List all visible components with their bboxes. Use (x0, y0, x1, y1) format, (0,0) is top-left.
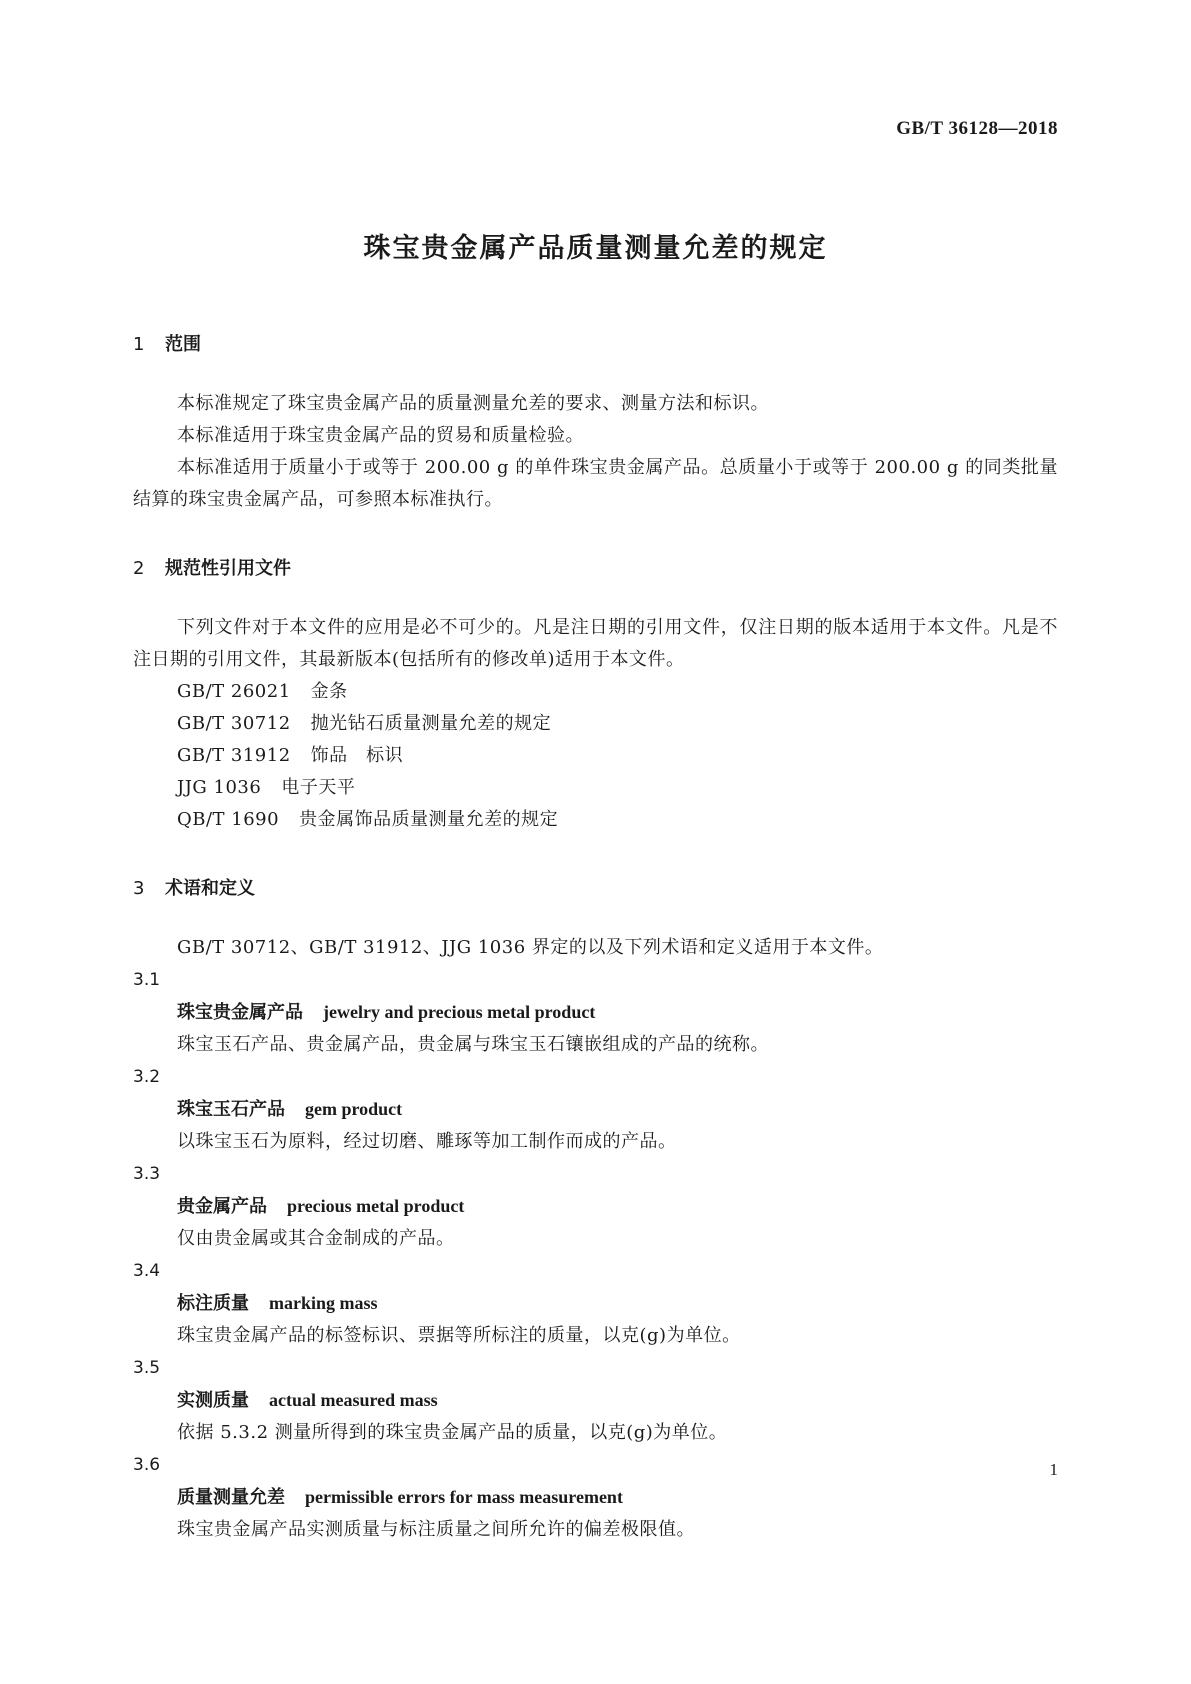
reference-name: 电子天平 (281, 777, 356, 798)
reference-item (177, 740, 1058, 772)
term-name-zh: 珠宝贵金属产品 (177, 1002, 303, 1023)
term-name (177, 1093, 1058, 1126)
section-number: 2 (133, 558, 145, 579)
term-definition: 珠宝玉石产品、贵金属产品，贵金属与珠宝玉石镶嵌组成的产品的统称。 (177, 1034, 769, 1055)
term-definition: 以珠宝玉石为原料，经过切磨、雕琢等加工制作而成的产品。 (177, 1131, 677, 1152)
term-name-zh: 质量测量允差 (177, 1487, 285, 1508)
term-definition: 依据 5.3.2 测量所得到的珠宝贵金属产品的质量，以克(g)为单位。 (177, 1422, 728, 1443)
paragraph: GB/T 30712、GB/T 31912、JJG 1036 界定的以及下列术语和定义适用于本文件。 (177, 937, 884, 958)
section-1-heading (133, 330, 1058, 354)
reference-code: JJG 1036 (177, 777, 262, 798)
term-entry (133, 1352, 1058, 1449)
term-definition: 仅由贵金属或其合金制成的产品。 (177, 1228, 455, 1249)
paragraph: 本标准规定了珠宝贵金属产品的质量测量允差的要求、测量方法和标识。 (177, 393, 769, 414)
term-entry (133, 964, 1058, 1061)
reference-item (177, 708, 1058, 740)
document-title: 珠宝贵金属产品质量测量允差的规定 (363, 233, 828, 264)
term-definition: 珠宝贵金属产品的标签标识、票据等所标注的质量，以克(g)为单位。 (177, 1325, 741, 1346)
term-name-en: permissible errors for mass measurement (305, 1487, 623, 1507)
reference-code: GB/T 26021 (177, 681, 291, 702)
section-3-heading (133, 874, 1058, 898)
reference-name: 贵金属饰品质量测量允差的规定 (299, 809, 559, 830)
page-number: 1 (1049, 1460, 1058, 1479)
paragraph: 本标准适用于珠宝贵金属产品的贸易和质量检验。 (177, 425, 584, 446)
term-definition: 珠宝贵金属产品实测质量与标注质量之间所允许的偏差极限值。 (177, 1519, 695, 1540)
section-2-heading (133, 554, 1058, 578)
term-name-en: precious metal product (287, 1196, 465, 1216)
term-number: 3.5 (133, 1358, 161, 1378)
term-name (177, 1287, 1058, 1320)
reference-name: 饰品 标识 (310, 745, 404, 766)
section-number: 1 (133, 334, 145, 355)
term-entry (133, 1158, 1058, 1255)
term-name-en: marking mass (269, 1293, 378, 1313)
term-number: 3.2 (133, 1067, 161, 1087)
term-name-zh: 标注质量 (177, 1293, 249, 1314)
reference-name: 抛光钻石质量测量允差的规定 (310, 713, 552, 734)
term-entry (133, 1449, 1058, 1546)
paragraph: 下列文件对于本文件的应用是必不可少的。凡是注日期的引用文件，仅注日期的版本适用于本文件。凡是不注日期的引用文件，其最新版本(包括所有的修改单)适用于本文件。 (133, 617, 1058, 670)
section-title: 术语和定义 (165, 878, 255, 899)
term-name-en: gem product (305, 1099, 403, 1119)
section-title: 范围 (165, 334, 201, 355)
reference-item (177, 804, 1058, 836)
standard-code: GB/T 36128—2018 (896, 118, 1058, 139)
reference-name: 金条 (310, 681, 348, 702)
term-name (177, 1481, 1058, 1514)
term-name (177, 1190, 1058, 1223)
term-name (177, 996, 1058, 1029)
term-entry (133, 1061, 1058, 1158)
reference-item (177, 676, 1058, 708)
paragraph: 本标准适用于质量小于或等于 200.00 g 的单件珠宝贵金属产品。总质量小于或等于 200.00 g 的同类批量结算的珠宝贵金属产品，可参照本标准执行。 (133, 457, 1058, 510)
term-name-zh: 珠宝玉石产品 (177, 1099, 285, 1120)
reference-code: QB/T 1690 (177, 809, 280, 830)
term-entry (133, 1255, 1058, 1352)
term-name-zh: 贵金属产品 (177, 1196, 267, 1217)
term-number: 3.4 (133, 1261, 161, 1281)
reference-code: GB/T 30712 (177, 713, 291, 734)
term-name-en: jewelry and precious metal product (323, 1002, 596, 1022)
reference-code: GB/T 31912 (177, 745, 291, 766)
document-body (133, 330, 1058, 1546)
term-number: 3.6 (133, 1455, 161, 1475)
term-name (177, 1384, 1058, 1417)
term-name-en: actual measured mass (269, 1390, 438, 1410)
term-number: 3.1 (133, 970, 161, 990)
term-name-zh: 实测质量 (177, 1390, 249, 1411)
term-number: 3.3 (133, 1164, 161, 1184)
reference-item (177, 772, 1058, 804)
section-number: 3 (133, 878, 145, 899)
section-title: 规范性引用文件 (165, 558, 291, 579)
